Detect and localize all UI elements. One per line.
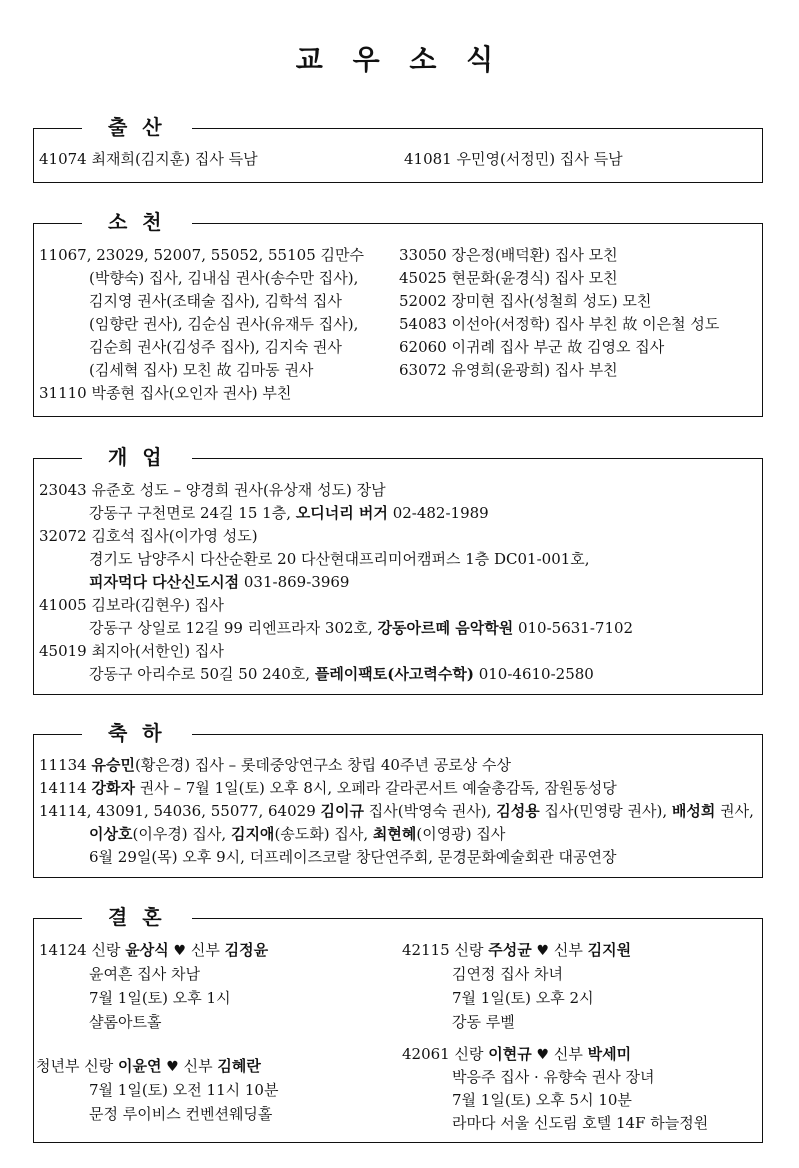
- funeral-item: 63072 유영희(윤광희) 집사 부친: [399, 361, 618, 379]
- funeral-heading: 소 천: [82, 207, 192, 237]
- wedding-heading: 결 혼: [82, 902, 192, 932]
- heart-icon: ♥: [173, 943, 187, 959]
- funeral-item: 11067, 23029, 52007, 55052, 55105 김만수: [39, 246, 364, 264]
- opening-address: 강동구 아리수로 50길 50 240호, 플레이팩토(사고력수학) 010-4610-2580: [89, 665, 594, 683]
- wedding-detail: 강동 루벨: [452, 1013, 515, 1031]
- congrats-section: [33, 721, 763, 878]
- wedding-detail: 문정 루이비스 컨벤션웨딩홀: [89, 1105, 273, 1123]
- birth-item: 41074 최재희(김지훈) 집사 득남: [39, 150, 258, 168]
- opening-item: 23043 유준호 성도 – 양경희 권사(유상재 성도) 장남: [39, 481, 386, 499]
- funeral-item: 33050 장은정(배덕환) 집사 모친: [399, 246, 618, 264]
- congrats-item: 11134 유승민(황은경) 집사 – 롯데중앙연구소 창립 40주년 공로상 수상: [39, 756, 511, 774]
- congrats-item: 이상호(이우경) 집사, 김지애(송도화) 집사, 최현혜(이영광) 집사: [89, 825, 506, 843]
- funeral-item: 45025 현문화(윤경식) 집사 모친: [399, 269, 618, 287]
- congrats-heading: 축 하: [82, 718, 192, 748]
- opening-heading: 개 업: [82, 442, 192, 472]
- heart-icon: ♥: [536, 943, 550, 959]
- funeral-item: (김세혁 집사) 모친 故 김마동 권사: [89, 361, 314, 379]
- funeral-item: 54083 이선아(서정학) 집사 부친 故 이은철 성도: [399, 315, 720, 333]
- wedding-detail: 7월 1일(토) 오후 2시: [452, 989, 594, 1007]
- wedding-detail: 라마다 서울 신도림 호텔 14F 하늘정원: [452, 1114, 709, 1132]
- wedding-detail: 박응주 집사 · 유향숙 권사 장녀: [452, 1068, 655, 1086]
- birth-item: 41081 우민영(서정민) 집사 득남: [404, 150, 623, 168]
- congrats-item: 6월 29일(목) 오후 9시, 더프레이즈코랄 창단연주회, 문경문화예술회관 대공연장: [89, 848, 617, 866]
- opening-address: 피자먹다 다산신도시점 031-869-3969: [89, 573, 350, 591]
- wedding-detail: 7월 1일(토) 오전 11시 10분: [89, 1081, 279, 1099]
- wedding-couple: 14124 신랑 윤상식 ♥ 신부 김정윤: [39, 941, 269, 959]
- funeral-item: 31110 박종현 집사(오인자 권사) 부친: [39, 384, 292, 402]
- wedding-couple: 청년부 신랑 이윤연 ♥ 신부 김혜란: [36, 1057, 261, 1075]
- funeral-item: 62060 이귀례 집사 부군 故 김영오 집사: [399, 338, 665, 356]
- wedding-detail: 윤여흔 집사 차남: [89, 965, 200, 983]
- wedding-couple: 42061 신랑 이현규 ♥ 신부 박세미: [402, 1045, 632, 1063]
- congrats-item: 14114 강화자 권사 – 7월 1일(토) 오후 8시, 오페라 갈라콘서트 예술총감독, 잠원동성당: [39, 779, 617, 797]
- wedding-detail: 7월 1일(토) 오후 1시: [89, 989, 231, 1007]
- wedding-couple: 42115 신랑 주성균 ♥ 신부 김지원: [402, 941, 632, 959]
- opening-item: 32072 김호석 집사(이가영 성도): [39, 527, 258, 545]
- heart-icon: ♥: [536, 1047, 550, 1063]
- opening-item: 45019 최지아(서한인) 집사: [39, 642, 224, 660]
- funeral-item: (박향숙) 집사, 김내심 권사(송수만 집사),: [89, 269, 359, 287]
- congrats-item: 14114, 43091, 54036, 55077, 64029 김이규 집사(박영숙 권사), 김성용 집사(민영랑 권사), 배성희 권사,: [39, 802, 754, 820]
- birth-section: [33, 115, 763, 183]
- page-title: 교 우 소 식: [295, 43, 504, 76]
- business-name: 강동아르떼 음악학원: [377, 619, 514, 637]
- birth-heading: 출 산: [82, 112, 192, 142]
- opening-address: 강동구 구천면로 24길 15 1층, 오디너리 버거 02-482-1989: [89, 504, 489, 522]
- opening-section: [33, 445, 763, 695]
- wedding-detail: 김연정 집사 차녀: [452, 965, 563, 983]
- business-name: 플레이팩토(사고력수학): [314, 665, 474, 683]
- wedding-detail: 샬롬아트홀: [89, 1013, 162, 1031]
- business-name: 오디너리 버거: [295, 504, 388, 522]
- funeral-item: 김지영 권사(조태술 집사), 김학석 집사: [89, 292, 342, 310]
- funeral-item: 김순희 권사(김성주 집사), 김지숙 권사: [89, 338, 342, 356]
- funeral-item: 52002 장미현 집사(성철희 성도) 모친: [399, 292, 652, 310]
- opening-item: 41005 김보라(김현우) 집사: [39, 596, 224, 614]
- business-name: 피자먹다 다산신도시점: [89, 573, 240, 591]
- funeral-item: (임향란 권사), 김순심 권사(유재두 집사),: [89, 315, 359, 333]
- wedding-detail: 7월 1일(토) 오후 5시 10분: [452, 1091, 632, 1109]
- opening-address: 경기도 남양주시 다산순환로 20 다산현대프리미어캠퍼스 1층 DC01-001호,: [89, 550, 590, 568]
- wedding-section: [33, 905, 763, 1143]
- heart-icon: ♥: [166, 1059, 179, 1075]
- opening-address: 강동구 상일로 12길 99 리엔프라자 302호, 강동아르떼 음악학원 010-5631-7102: [89, 619, 634, 637]
- funeral-section: [33, 210, 763, 417]
